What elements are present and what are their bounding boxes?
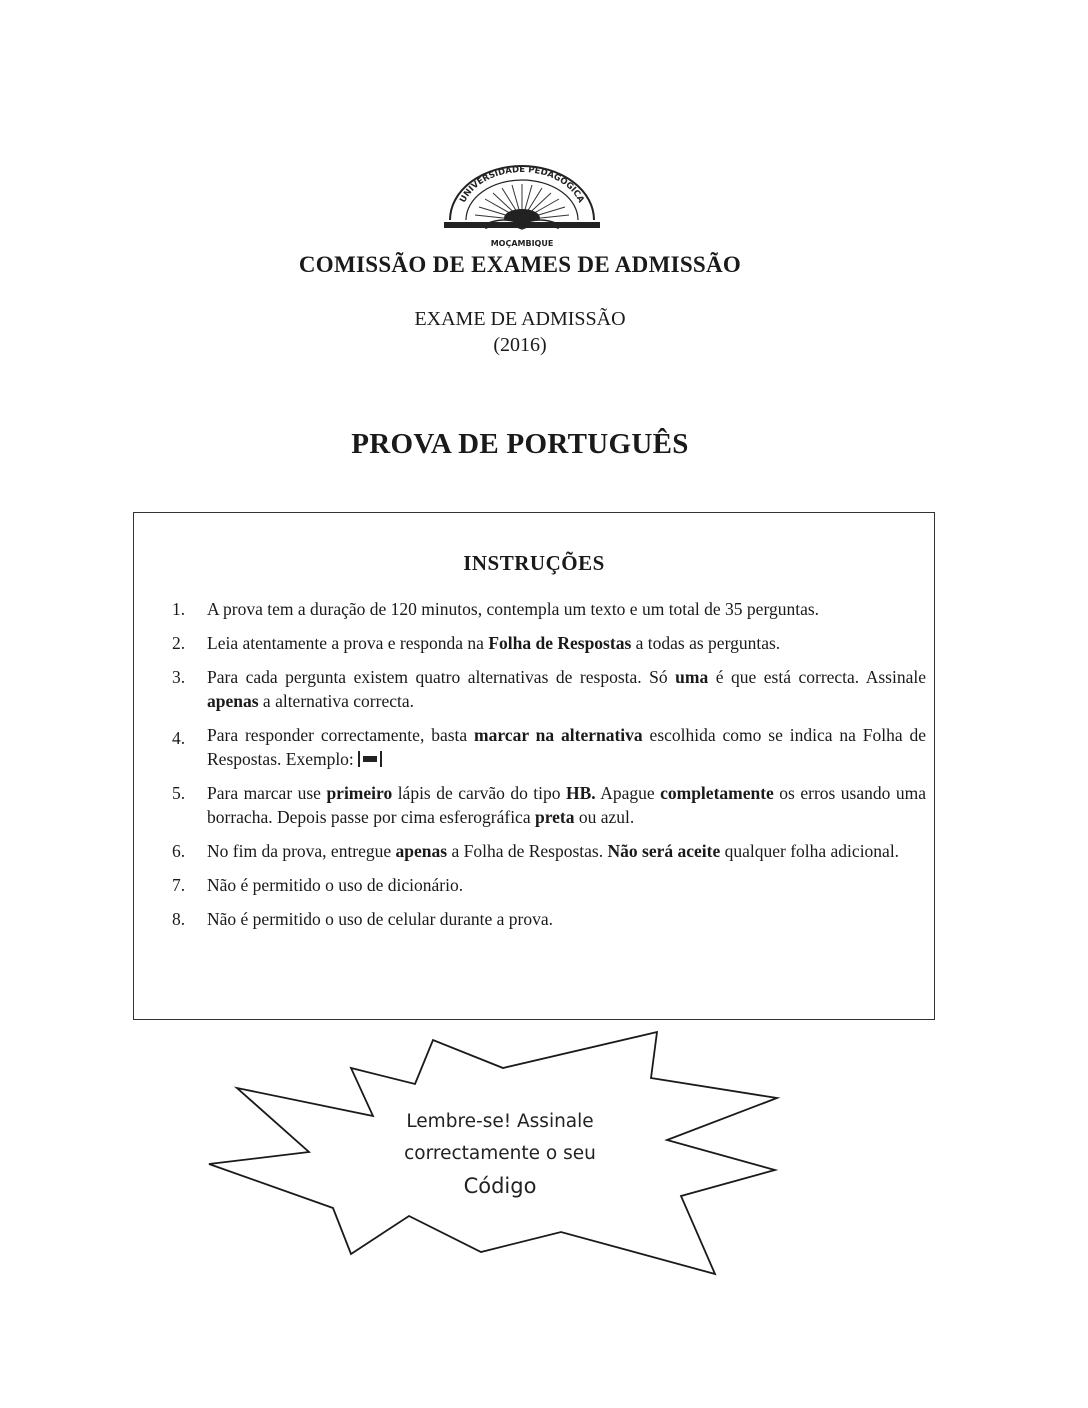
instruction-emphasis: uma [675, 667, 709, 687]
instruction-item [172, 665, 926, 713]
seal-text-bottom: MOÇAMBIQUE [490, 239, 554, 248]
instruction-emphasis: HB. [566, 783, 596, 803]
instructions-heading: INSTRUÇÕES [463, 551, 605, 575]
instruction-fragment: a todas as perguntas. [631, 633, 781, 653]
university-seal-icon [436, 158, 608, 254]
instruction-fragment: qualquer folha adicional. [720, 841, 900, 861]
instruction-fragment: No fim da prova, entregue [207, 841, 396, 861]
instructions-box [133, 512, 935, 1020]
instruction-number: 7. [172, 875, 186, 895]
instruction-number: 6. [172, 841, 186, 861]
instruction-fragment: Para cada pergunta existem quatro alternativas de resposta. Só [207, 667, 676, 687]
instruction-emphasis: primeiro [326, 783, 393, 803]
instruction-emphasis: preta [534, 807, 575, 827]
instruction-fragment: Leia atentamente a prova e responda na [207, 633, 489, 653]
instruction-fragment: Para responder correctamente, basta [207, 725, 475, 745]
instruction-fragment: Não é permitido o uso de celular durante a prova. [207, 909, 553, 929]
reminder-line-1: Lembre-se! Assinale [406, 1111, 594, 1132]
instruction-text [207, 631, 926, 655]
instruction-emphasis: completamente [660, 783, 774, 803]
instruction-number: 4. [172, 728, 186, 748]
instruction-emphasis: apenas [395, 841, 448, 861]
instruction-number: 5. [172, 783, 186, 803]
instruction-number: 1. [172, 599, 186, 619]
instruction-item [172, 723, 926, 771]
seal-text-top: UNIVERSIDADE PEDAGÓGICA [458, 164, 586, 205]
instruction-item [172, 597, 926, 621]
instruction-item [172, 631, 926, 655]
instruction-item [172, 839, 926, 863]
instruction-text [207, 781, 926, 829]
instruction-fragment: ou azul. [574, 807, 635, 827]
instruction-emphasis: marcar na alternativa [474, 725, 643, 745]
commission-title: COMISSÃO DE EXAMES DE ADMISSÃO [298, 252, 742, 277]
instructions-list [172, 597, 926, 941]
instruction-number: 3. [172, 667, 186, 687]
instruction-fragment: Apague [595, 783, 661, 803]
instruction-text [207, 665, 926, 713]
instruction-emphasis: Folha de Respostas [488, 633, 632, 653]
instruction-fragment: lápis de carvão do tipo [392, 783, 567, 803]
reminder-text [370, 1106, 630, 1202]
instruction-fragment: é que está correcta. Assinale [708, 667, 926, 687]
exam-title: EXAME DE ADMISSÃO [414, 308, 626, 330]
instruction-fragment: Não é permitido o uso de dicionário. [207, 875, 464, 895]
exam-year: (2016) [493, 334, 547, 356]
instruction-text [207, 907, 926, 931]
instruction-fragment: A prova tem a duração de 120 minutos, contempla um texto e um total de 35 perguntas. [207, 599, 820, 619]
instruction-fragment: Para marcar use [207, 783, 327, 803]
instruction-item [172, 781, 926, 829]
instruction-item [172, 907, 926, 931]
instruction-number: 2. [172, 633, 186, 653]
instruction-fragment: a Folha de Respostas. [447, 841, 608, 861]
instruction-number: 8. [172, 909, 186, 929]
instruction-fragment: escolhida como se indica na Folha de Respostas. Exemplo: [207, 725, 926, 769]
instruction-text [207, 839, 926, 863]
instruction-emphasis: Não será aceite [607, 841, 721, 861]
instruction-emphasis: apenas [207, 691, 259, 711]
instruction-text [207, 873, 926, 897]
instruction-item [172, 873, 926, 897]
instruction-fragment: a alternativa correcta. [258, 691, 414, 711]
reminder-line-2: correctamente o seu [404, 1143, 596, 1164]
prova-title: PROVA DE PORTUGUÊS [351, 428, 689, 460]
reminder-line-3: Código [463, 1174, 537, 1198]
instruction-text [207, 597, 926, 621]
instruction-fragment: os erros usando uma borracha. Depois passe por cima esferográfica [207, 783, 926, 827]
instruction-text [207, 723, 926, 771]
filled-answer-mark-icon [358, 751, 382, 767]
